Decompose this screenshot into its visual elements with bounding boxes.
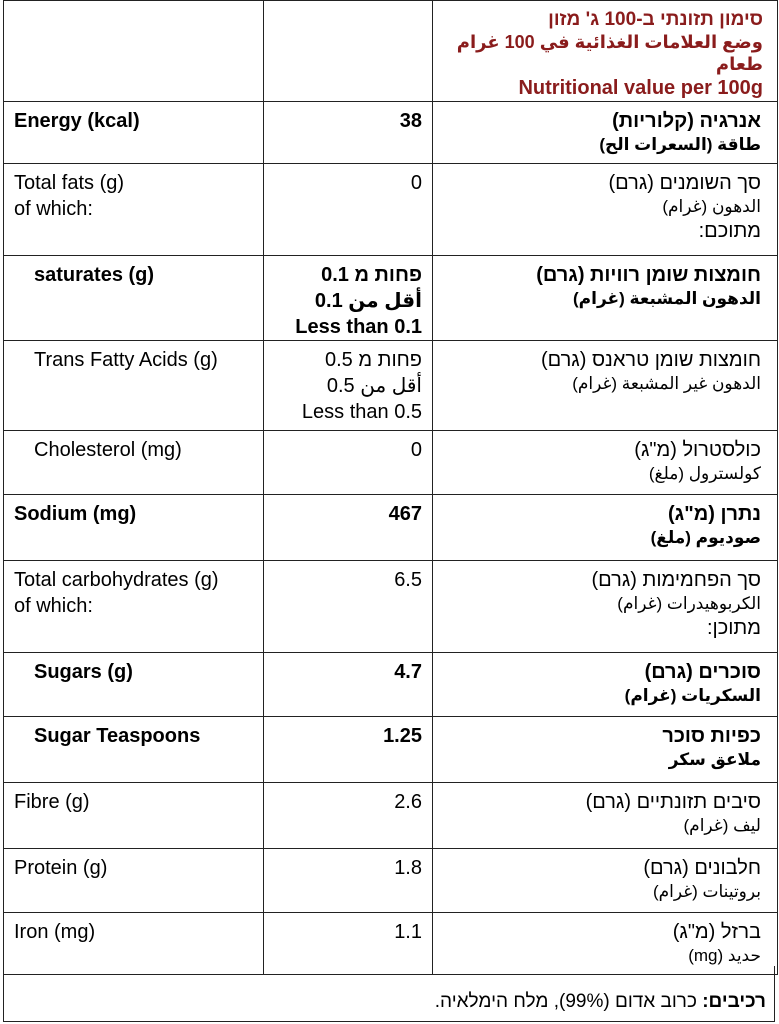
- nutrient-name-en-line: Protein (g): [14, 857, 108, 879]
- nutrient-value-line: 467: [388, 503, 422, 525]
- nutrient-name-en: [4, 561, 264, 653]
- nutrient-name-en-line: Total fats (g): [14, 172, 125, 194]
- nutrient-value: [264, 653, 433, 717]
- nutrient-name-en-line: Cholesterol (mg): [34, 439, 182, 461]
- header-empty-val: [264, 1, 433, 102]
- nutrient-row: [4, 431, 778, 495]
- nutrient-name-hebrew: ברזל (מ"ג): [672, 921, 761, 943]
- nutrient-name-he: [433, 717, 778, 783]
- header-row: [4, 1, 778, 102]
- nutrition-table: [3, 0, 778, 975]
- nutrient-name-he: [433, 495, 778, 561]
- nutrient-name-he: [433, 256, 778, 341]
- header-title-cell: [433, 1, 778, 102]
- nutrient-row: [4, 164, 778, 256]
- nutrient-name-hebrew: נתרן (מ"ג): [668, 503, 761, 525]
- nutrient-name-en: [4, 717, 264, 783]
- nutrient-value: [264, 102, 433, 164]
- nutrient-value-line: أقل من 0.5: [326, 375, 422, 397]
- nutrient-value-line: 0: [410, 172, 422, 194]
- nutrient-value-line: 1.1: [394, 921, 422, 943]
- nutrient-name-arabic: كولسترول (ملغ): [648, 464, 761, 483]
- nutrient-name-hebrew: כפיות סוכר: [662, 725, 761, 747]
- ingredients-label: רכיבים:: [702, 991, 766, 1012]
- header-title-en: Nutritional value per 100g: [518, 77, 763, 99]
- nutrient-value-line: Less than 0.5: [301, 401, 422, 423]
- nutrient-name-hebrew: חומצות שומן רוויות (גרם): [536, 264, 761, 286]
- nutrient-name-en-line: saturates (g): [34, 264, 155, 286]
- nutrient-value-line: 6.5: [394, 569, 422, 591]
- nutrient-value: [264, 164, 433, 256]
- nutrient-name-he: [433, 431, 778, 495]
- nutrient-name-hebrew-sub: מתוכן:: [706, 617, 761, 639]
- nutrient-value-line: 1.8: [394, 857, 422, 879]
- nutrient-name-arabic: السكريات (غرام): [624, 686, 761, 705]
- header-title-ar: وضع العلامات الغذائية في 100 غرام طعام: [456, 32, 763, 74]
- nutrient-name-hebrew: סיבים תזונתיים (גרם): [585, 791, 761, 813]
- nutrient-name-he: [433, 102, 778, 164]
- nutrient-value-line: أقل من 0.1: [314, 290, 422, 312]
- nutrient-value-line: 4.7: [394, 661, 422, 683]
- nutrient-row: [4, 717, 778, 783]
- nutrient-value: [264, 495, 433, 561]
- nutrient-name-arabic: الدهون المشبعة (غرام): [573, 289, 761, 308]
- nutrient-value-line: 1.25: [383, 725, 422, 747]
- nutrient-name-arabic: الكربوهيدرات (غرام): [617, 594, 761, 613]
- nutrient-name-en-line: of which:: [14, 198, 93, 220]
- nutrient-name-he: [433, 341, 778, 431]
- nutrient-name-hebrew: סוכרים (גרם): [644, 661, 761, 683]
- nutrient-value-line: 0: [410, 439, 422, 461]
- nutrient-name-arabic: ملاعق سكر: [668, 750, 761, 769]
- nutrient-name-arabic: ليف (غرام): [683, 816, 761, 835]
- nutrient-name-en-line: Sugars (g): [34, 661, 133, 683]
- nutrient-row: [4, 561, 778, 653]
- nutrient-value: [264, 431, 433, 495]
- nutrient-value: [264, 256, 433, 341]
- header-title-he: סימון תזונתי ב-100 ג' מזון: [548, 9, 763, 30]
- nutrient-row: [4, 653, 778, 717]
- nutrient-name-hebrew: סך השומנים (גרם): [608, 172, 761, 194]
- nutrient-name-he: [433, 783, 778, 849]
- nutrient-name-en-line: Trans Fatty Acids (g): [34, 349, 218, 371]
- nutrient-name-he: [433, 164, 778, 256]
- nutrient-name-en: [4, 495, 264, 561]
- nutrient-value-line: פחות מ 0.5: [324, 349, 422, 371]
- nutrient-name-hebrew: חומצות שומן טראנס (גרם): [540, 349, 761, 371]
- nutrient-name-he: [433, 561, 778, 653]
- nutrient-name-hebrew: חלבונים (גרם): [643, 857, 761, 879]
- nutrient-name-hebrew: אנרגיה (קלוריות): [612, 110, 761, 132]
- nutrient-value-line: פחות מ 0.1: [321, 264, 422, 286]
- nutrient-name-en-line: Sodium (mg): [14, 503, 137, 525]
- nutrient-value: [264, 341, 433, 431]
- nutrient-name-arabic: الدهون غير المشبعة (غرام): [572, 374, 761, 393]
- nutrient-value: [264, 717, 433, 783]
- nutrient-row: [4, 849, 778, 913]
- nutrient-name-en: [4, 341, 264, 431]
- nutrient-value-line: 38: [399, 110, 422, 132]
- nutrient-row: [4, 102, 778, 164]
- nutrient-name-hebrew: סך הפחמימות (גרם): [591, 569, 761, 591]
- nutrient-name-en-line: Total carbohydrates (g): [14, 569, 219, 591]
- nutrient-row: [4, 341, 778, 431]
- nutrient-name-en: [4, 431, 264, 495]
- nutrient-name-en-line: Energy (kcal): [14, 110, 140, 132]
- nutrient-name-hebrew-sub: מתוכם:: [698, 220, 761, 242]
- nutrient-name-arabic: بروتينات (غرام): [652, 882, 761, 901]
- ingredients-box: [3, 966, 775, 1022]
- nutrient-name-en: [4, 102, 264, 164]
- nutrient-name-en-line: Sugar Teaspoons: [34, 725, 201, 747]
- nutrient-value: [264, 783, 433, 849]
- nutrient-value-line: Less than 0.1: [295, 316, 422, 338]
- ingredients-text: כרוב אדום (99%), מלח הימלאיה.: [434, 991, 703, 1012]
- nutrient-value: [264, 561, 433, 653]
- nutrient-name-hebrew: כולסטרול (מ"ג): [634, 439, 761, 461]
- nutrient-value-line: 2.6: [394, 791, 422, 813]
- nutrient-value: [264, 849, 433, 913]
- nutrient-row: [4, 783, 778, 849]
- nutrient-name-en-line: Iron (mg): [14, 921, 96, 943]
- nutrient-row: [4, 495, 778, 561]
- nutrient-name-he: [433, 653, 778, 717]
- nutrient-name-en-line: Fibre (g): [14, 791, 90, 813]
- nutrient-name-en: [4, 849, 264, 913]
- nutrient-name-en: [4, 164, 264, 256]
- nutrient-name-en-line: of which:: [14, 595, 93, 617]
- nutrient-name-he: [433, 849, 778, 913]
- nutrient-name-arabic: صوديوم (ملغ): [650, 528, 761, 547]
- nutrient-name-arabic: حديد (mg): [688, 946, 761, 965]
- nutrient-name-arabic: طاقة (السعرات الح): [599, 135, 761, 154]
- nutrient-name-en: [4, 256, 264, 341]
- nutrient-name-en: [4, 783, 264, 849]
- nutrient-name-arabic: الدهون (غرام): [662, 197, 761, 216]
- nutrient-name-en: [4, 653, 264, 717]
- nutrient-row: [4, 256, 778, 341]
- header-empty-en: [4, 1, 264, 102]
